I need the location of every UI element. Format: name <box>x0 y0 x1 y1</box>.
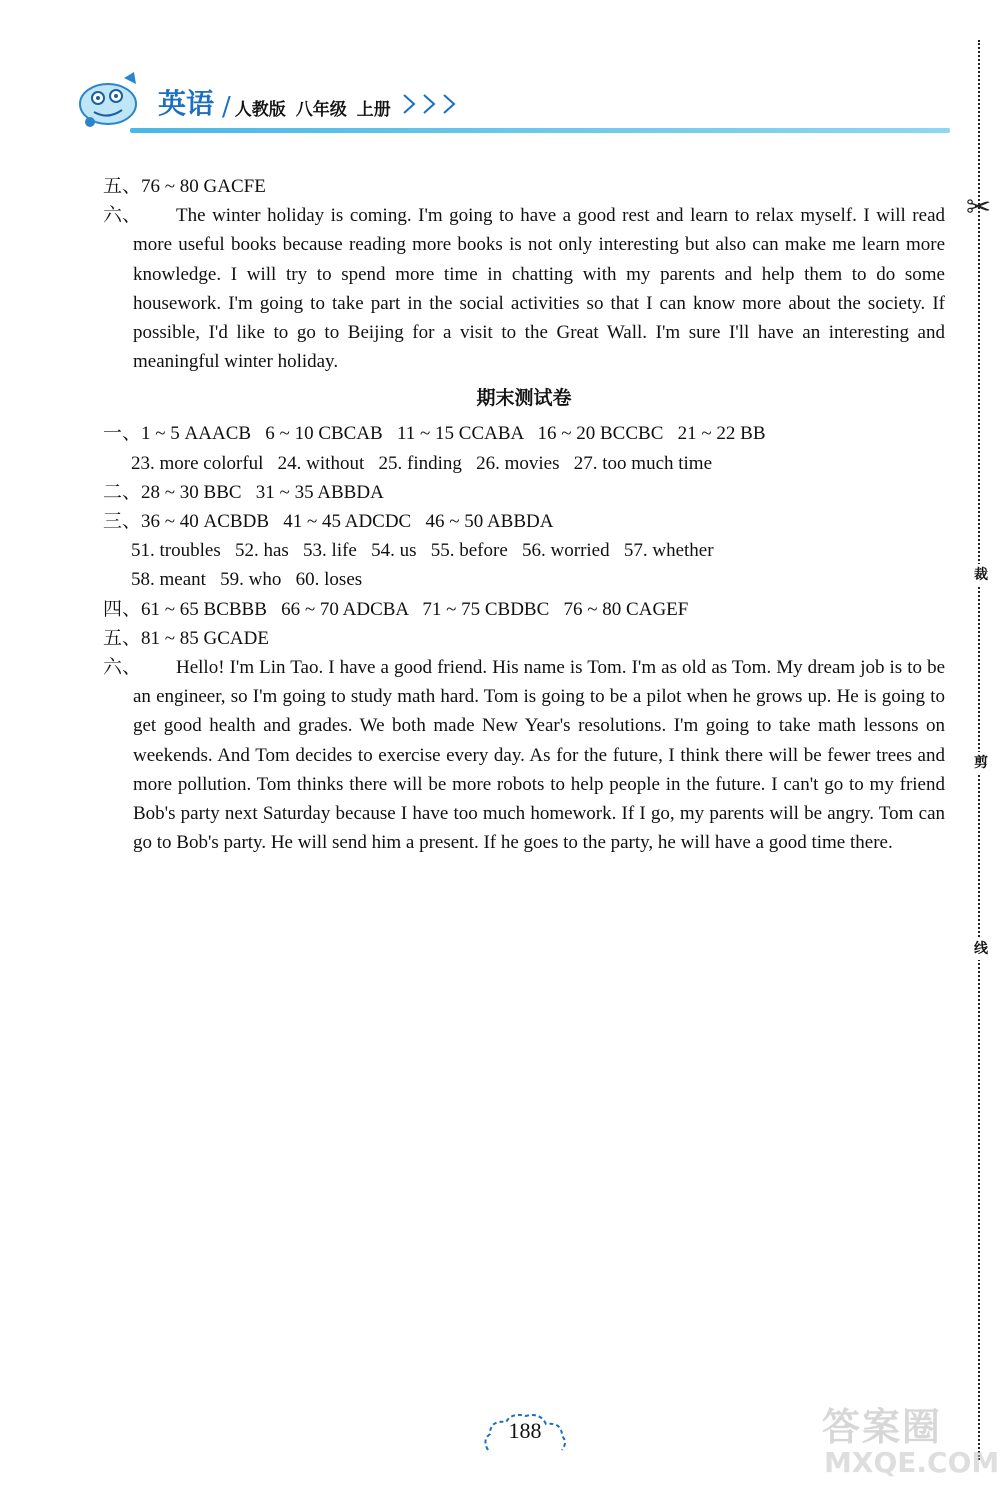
answer-content <box>103 172 945 857</box>
answer-line: 三、36 ~ 40 ACBDB 41 ~ 45 ADCDC 46 ~ 50 ABBDA <box>103 511 554 533</box>
section-label: 六、 <box>103 657 142 679</box>
answer-line: 一、1 ~ 5 AAACB 6 ~ 10 CBCAB 11 ~ 15 CCABA 16 ~ 20 BCCBC 21 ~ 22 BB <box>103 423 766 445</box>
edition-info <box>222 92 401 122</box>
answer-line: 58. meant 59. who 60. loses <box>131 569 363 591</box>
answer-line: 23. more colorful 24. without 25. finding 26. movies 27. too much time <box>131 452 713 474</box>
watermark-en: MXQE.COM <box>824 1446 1000 1479</box>
writing-answer-1 <box>103 201 945 376</box>
chevron-right-icon <box>400 92 462 116</box>
writing-answer-2 <box>103 653 945 857</box>
volume-label: 上册 <box>356 100 391 120</box>
answer-line: 二、28 ~ 30 BBC 31 ~ 35 ABBDA <box>103 481 384 503</box>
cartoon-logo-icon <box>74 68 144 132</box>
cut-label: 线 <box>970 938 992 960</box>
watermark-cn: 答案圈 <box>822 1405 943 1449</box>
answer-line: 五、76 ~ 80 GACFE <box>103 176 266 197</box>
watermark <box>812 1392 1000 1491</box>
section-label: 六、 <box>103 205 142 227</box>
answer-line: 四、61 ~ 65 BCBBB 66 ~ 70 ADCBA 71 ~ 75 CBDBC 76 ~ 80 CAGEF <box>103 598 689 620</box>
essay-text: Hello! I'm Lin Tao. I have a good friend. His name is Tom. I'm as old as Tom. My dream job is to be an engineer, so I'm going to study math hard. Tom is going to be a pilot when he grows up. He is going to get good health and grades. We both made New Year's resolutions. I'm going to take math lessons on weekends. And Tom decides to exercise every day. As for the future, I think there will be fewer trees and more pollution. Tom thinks there will be more robots to help people in the future. I can't go to my friend Bob's party next Saturday because I have too much homework. If I go, my parents will be angry. Tom can go to Bob's party. He will send him a present. If he goes to the party, he will have a good time there. <box>133 657 945 854</box>
section-title: 期末测试卷 <box>476 387 572 410</box>
scissors-icon: ✂ <box>966 191 992 224</box>
slash-divider: / <box>222 92 231 122</box>
cut-label: 裁 <box>970 564 992 586</box>
subject-title: 英语 <box>158 87 215 120</box>
cut-line <box>978 40 980 1460</box>
essay-text: The winter holiday is coming. I'm going to have a good rest and learn to relax myself. I will read more useful books because reading more books is not only interesting but also can make me learn more knowledge. I will try to spend more time in chatting with my parents and help them to do some housework. I'm going to take part in the social activities so that I can know more about the society. If possible, I'd like to go to Beijing for a visit to the Great Wall. I'm sure I'll have an interesting and meaningful winter holiday. <box>133 205 945 373</box>
grade-label: 八年级 <box>295 100 347 120</box>
answer-line: 51. troubles 52. has 53. life 54. us 55. before 56. worried 57. whether <box>131 540 714 562</box>
page-number: 188 <box>508 1418 542 1443</box>
header-divider <box>130 128 950 133</box>
page-header <box>70 62 950 142</box>
publisher-label: 人教版 <box>234 100 286 120</box>
cut-label: 剪 <box>970 752 992 774</box>
answer-line: 五、81 ~ 85 GCADE <box>103 627 269 649</box>
page-number-badge <box>480 1410 570 1456</box>
